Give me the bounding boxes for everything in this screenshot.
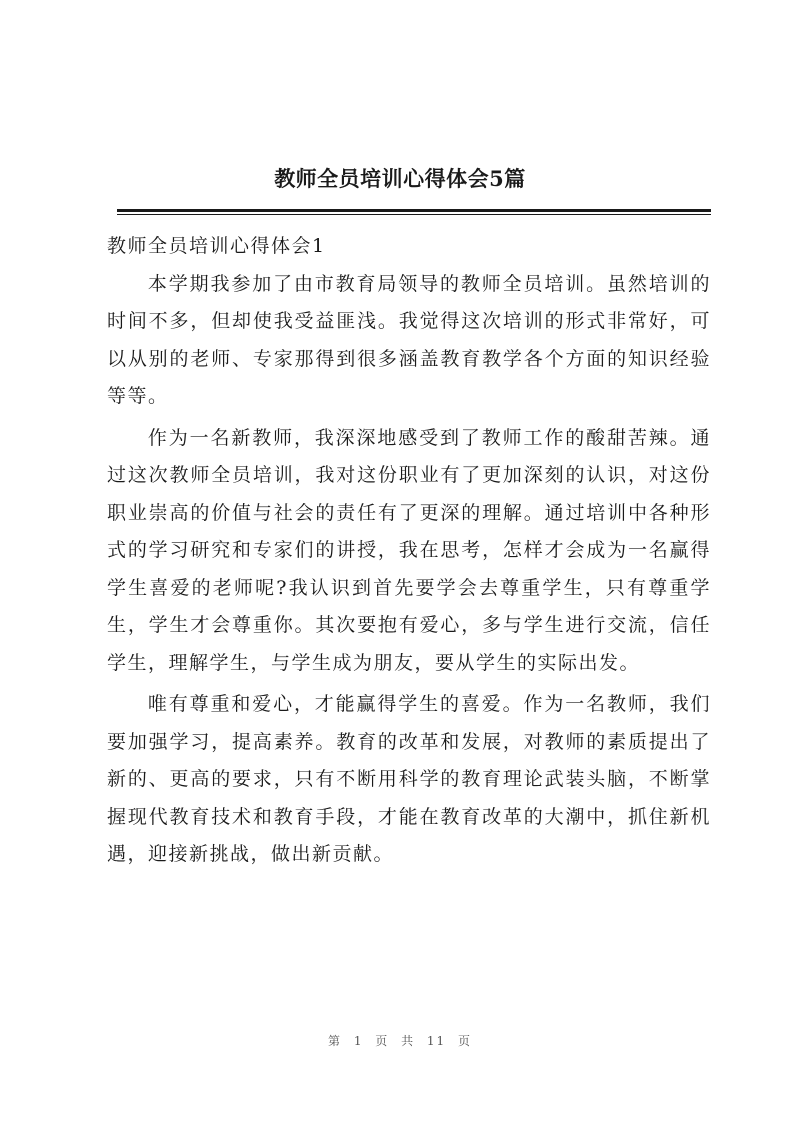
page-title: 教师全员培训心得体会5篇 (274, 166, 526, 191)
section-heading: 教师全员培训心得体会1 (107, 235, 326, 257)
paragraph: 唯有尊重和爱心，才能赢得学生的喜爱。作为一名教师，我们要加强学习，提高素养。教育的改革和发展，对教师的素质提出了新的、更高的要求，只有不断用科学的教育理论武装头脑，不断掌握现代教育技术和教育手段，才能在教育改革的大潮中，抓住新机遇，迎接新挑战，做出新贡献。 (107, 693, 711, 865)
paragraph: 本学期我参加了由市教育局领导的教师全员培训。虽然培训的时间不多，但却使我受益匪浅。我觉得这次培训的形式非常好，可以从别的老师、专家那得到很多涵盖教育教学各个方面的知识经验等等。 (107, 272, 711, 407)
paragraph: 作为一名新教师，我深深地感受到了教师工作的酸甜苦辣。通过这次教师全员培训，我对这份职业有了更加深刻的认识，对这份职业崇高的价值与社会的责任有了更深的理解。通过培训中各种形式的学习研究和专家们的讲授，我在思考，怎样才会成为一名赢得学生喜爱的老师呢?我认识到首先要学会去尊重学生，只有尊重学生，学生才会尊重你。其次要抱有爱心，多与学生进行交流，信任学生，理解学生，与学生成为朋友，要从学生的实际出发。 (107, 426, 711, 674)
page-footer: 第 1 页 共 11 页 (328, 1034, 472, 1048)
document-body (107, 228, 711, 874)
title-divider (117, 209, 711, 212)
title-divider-thin (117, 214, 711, 215)
